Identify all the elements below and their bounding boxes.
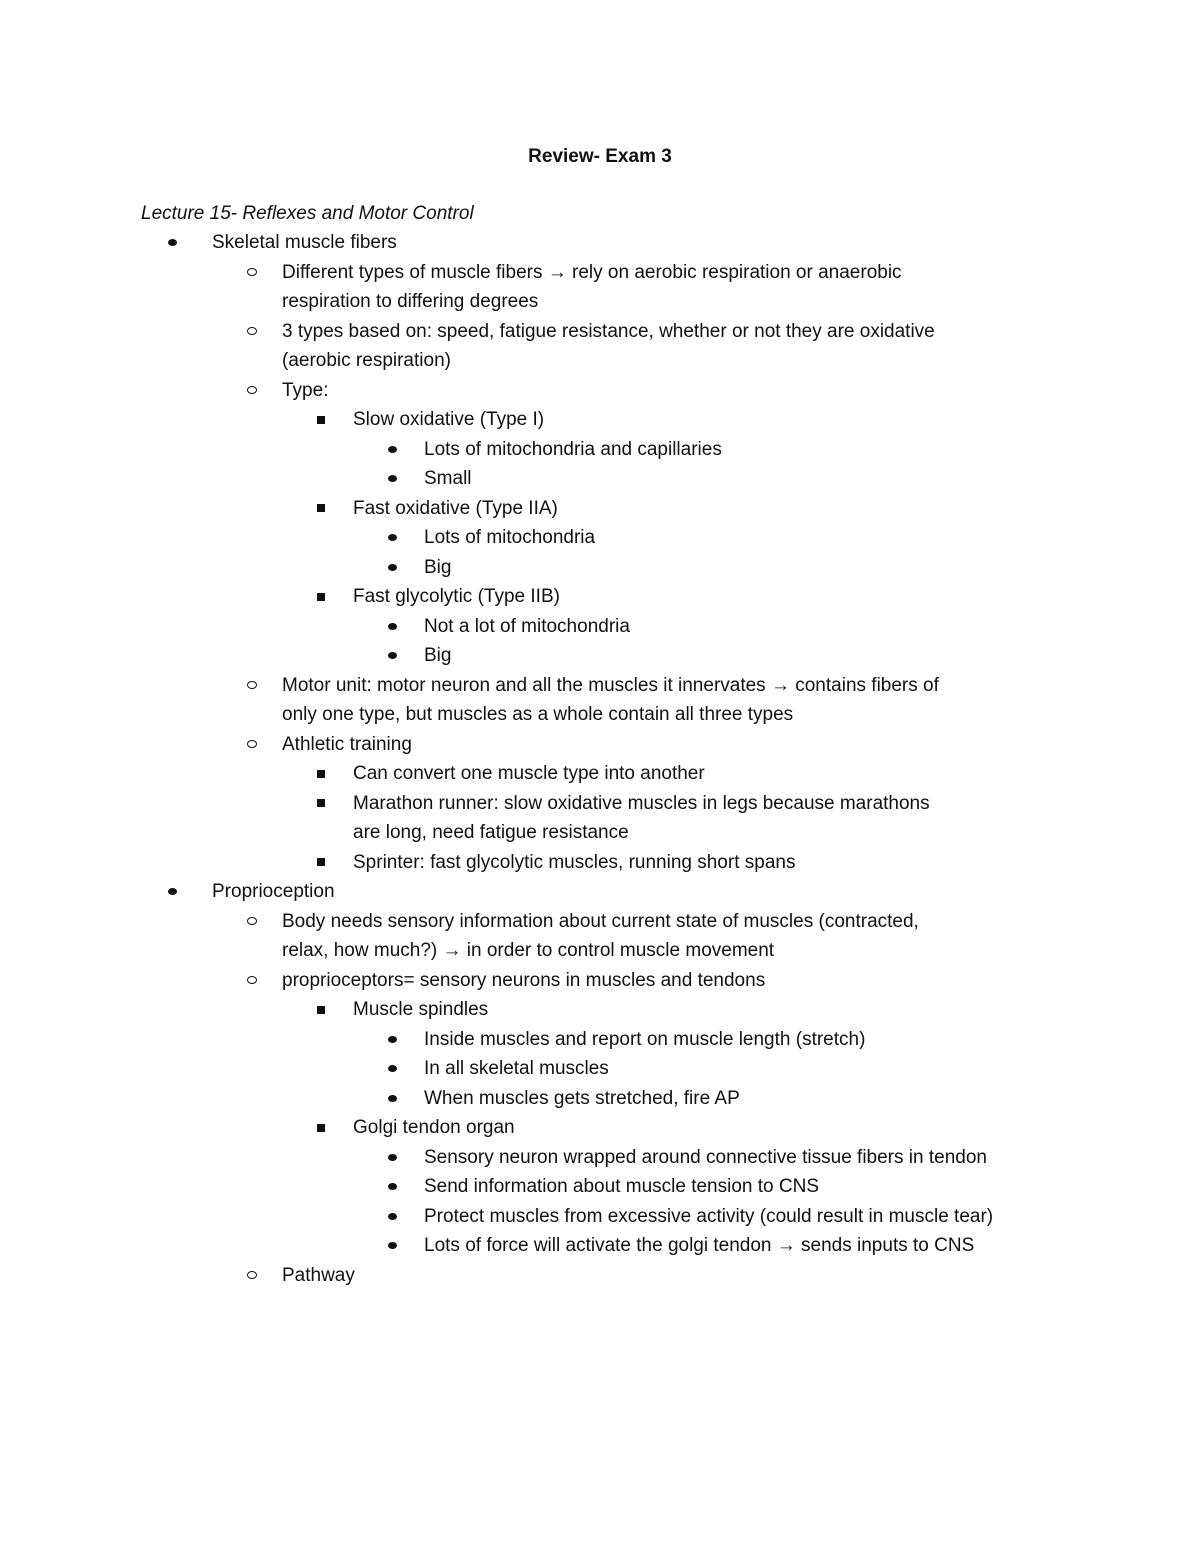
outline-item-level-2 (0, 907, 1060, 966)
outline-item-level-4 (0, 1172, 1060, 1202)
outline-item-text: Slow oxidative (Type I) (353, 409, 545, 430)
bullet-dot-icon (388, 1202, 397, 1232)
bullet-square-icon (317, 1113, 325, 1143)
bullet-dot-icon (388, 1025, 397, 1055)
outline-item-level-3 (0, 848, 1060, 878)
bullet-square-icon (317, 494, 325, 524)
outline-item-level-2 (0, 317, 1060, 376)
outline-item-text: Marathon runner: slow oxidative muscles in legs because marathons are long, need fatigue resistance (353, 792, 930, 843)
outline-item-text: Inside muscles and report on muscle length (stretch) (424, 1028, 866, 1050)
outline-item-level-4 (0, 435, 1060, 465)
outline-item-text: Athletic training (282, 733, 412, 755)
bullet-dot-icon (388, 641, 397, 671)
outline-item-level-3 (0, 582, 1060, 612)
outline-item-level-4 (0, 1231, 1060, 1261)
outline-item-text: Small (424, 468, 472, 489)
outline-item-text: Lots of mitochondria (424, 527, 596, 548)
outline-item-level-4 (0, 1025, 1060, 1055)
lecture-heading: Lecture 15- Reflexes and Motor Control (141, 203, 474, 224)
bullet-dot-icon (168, 877, 177, 907)
bullet-dot-icon (388, 1143, 397, 1173)
bullet-circle-icon (247, 376, 257, 406)
outline-item-text: Muscle spindles (353, 999, 489, 1020)
bullet-dot-icon (388, 1231, 397, 1261)
outline-item-text: 3 types based on: speed, fatigue resistance, whether or not they are oxidative (aerobic respiration) (282, 320, 935, 371)
outline-item-level-2 (0, 730, 1060, 760)
bullet-square-icon (317, 582, 325, 612)
outline-item-level-2 (0, 966, 1060, 996)
outline-item-level-4 (0, 553, 1060, 583)
bullet-square-icon (317, 759, 325, 789)
outline-item-level-1 (0, 228, 1060, 258)
document-title: Review- Exam 3 (528, 146, 672, 167)
outline-item-level-2 (0, 258, 1060, 317)
bullet-dot-icon (388, 553, 397, 583)
outline-item-level-3 (0, 494, 1060, 524)
bullet-circle-icon (247, 317, 257, 347)
outline-item-level-3 (0, 759, 1060, 789)
outline-item-text: When muscles gets stretched, fire AP (424, 1087, 740, 1109)
outline-item-level-3 (0, 405, 1060, 435)
bullet-dot-icon (388, 1084, 397, 1114)
outline-item-text: Lots of mitochondria and capillaries (424, 438, 722, 460)
bullet-dot-icon (388, 523, 397, 553)
bullet-dot-icon (388, 1054, 397, 1084)
outline-item-level-4 (0, 1202, 1060, 1232)
bullet-circle-icon (247, 671, 257, 701)
outline-item-text: Sprinter: fast glycolytic muscles, running short spans (353, 851, 796, 873)
outline-item-text: Pathway (282, 1264, 355, 1286)
outline-item-text: Big (424, 556, 452, 578)
outline-item-text: In all skeletal muscles (424, 1058, 609, 1079)
outline-item-text: Can convert one muscle type into another (353, 763, 705, 784)
outline-item-level-4 (0, 1143, 1060, 1173)
bullet-dot-icon (388, 612, 397, 642)
outline-item-level-1 (0, 877, 1060, 907)
bullet-circle-icon (247, 730, 257, 760)
bullet-square-icon (317, 405, 325, 435)
outline-item-text: Big (424, 645, 452, 666)
outline-item-text: Sensory neuron wrapped around connective tissue fibers in tendon (424, 1146, 987, 1168)
outline-item-level-2 (0, 376, 1060, 406)
outline-item-level-4 (0, 641, 1060, 671)
outline-item-text: Fast oxidative (Type IIA) (353, 497, 558, 519)
bullet-dot-icon (168, 228, 177, 258)
outline-item-level-4 (0, 523, 1060, 553)
outline-item-text: Proprioception (212, 881, 335, 902)
outline-item-text: Golgi tendon organ (353, 1117, 515, 1138)
outline-item-text: proprioceptors= sensory neurons in muscles and tendons (282, 969, 766, 991)
outline-list (0, 228, 1200, 1290)
bullet-square-icon (317, 848, 325, 878)
outline-item-text: Body needs sensory information about current state of muscles (contracted, relax, how much?) → in order to control muscle movement (282, 910, 919, 961)
outline-item-text: Skeletal muscle fibers (212, 232, 397, 253)
outline-item-text: Fast glycolytic (Type IIB) (353, 586, 560, 607)
outline-item-text: Protect muscles from excessive activity (could result in muscle tear) (424, 1205, 994, 1227)
outline-item-level-2 (0, 671, 1060, 730)
outline-item-level-3 (0, 995, 1060, 1025)
bullet-dot-icon (388, 435, 397, 465)
bullet-dot-icon (388, 464, 397, 494)
bullet-circle-icon (247, 907, 257, 937)
outline-item-level-4 (0, 612, 1060, 642)
outline-item-level-4 (0, 464, 1060, 494)
bullet-dot-icon (388, 1172, 397, 1202)
outline-item-text: Type: (282, 379, 329, 401)
outline-item-level-3 (0, 789, 1060, 848)
outline-item-level-2 (0, 1261, 1060, 1291)
outline-item-level-4 (0, 1084, 1060, 1114)
outline-item-text: Not a lot of mitochondria (424, 615, 630, 637)
outline-item-text: Send information about muscle tension to CNS (424, 1176, 819, 1197)
bullet-square-icon (317, 789, 325, 819)
outline-item-level-4 (0, 1054, 1060, 1084)
bullet-square-icon (317, 995, 325, 1025)
outline-item-text: Motor unit: motor neuron and all the muscles it innervates → contains fibers of only one type, but muscles as a whole contain all three types (282, 674, 939, 725)
outline-item-level-3 (0, 1113, 1060, 1143)
outline-item-text: Different types of muscle fibers → rely on aerobic respiration or anaerobic respiration to differing degrees (282, 261, 902, 312)
bullet-circle-icon (247, 258, 257, 288)
bullet-circle-icon (247, 966, 257, 996)
outline-item-text: Lots of force will activate the golgi tendon → sends inputs to CNS (424, 1235, 975, 1256)
bullet-circle-icon (247, 1261, 257, 1291)
